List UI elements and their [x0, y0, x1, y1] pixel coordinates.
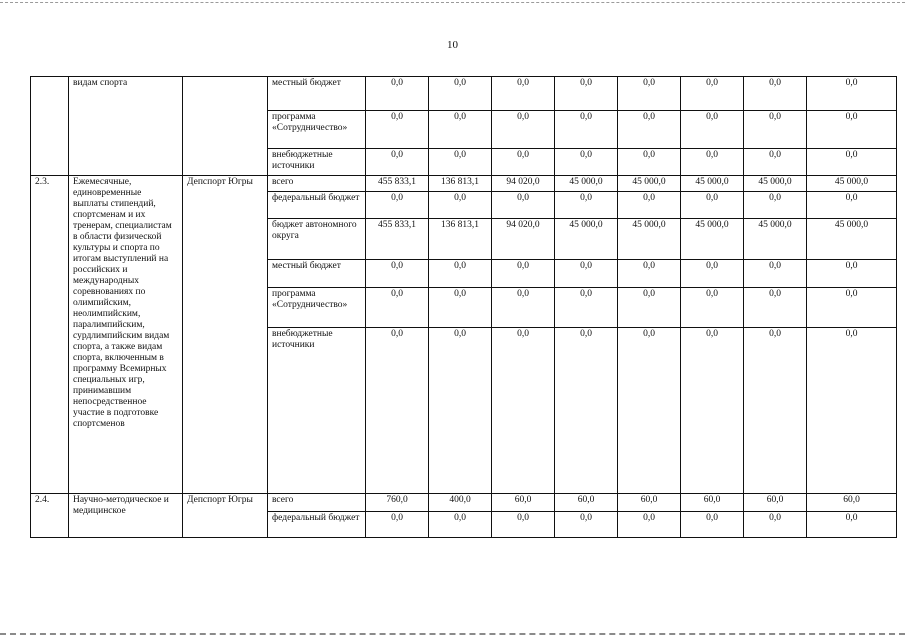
value-cell: 0,0 — [618, 111, 681, 149]
executor-cell: Депспорт Югры — [183, 176, 268, 494]
value-cell: 0,0 — [681, 149, 744, 176]
value-cell: 0,0 — [429, 288, 492, 328]
value-cell: 455 833,1 — [366, 176, 429, 192]
value-cell: 45 000,0 — [807, 176, 897, 192]
funding-source: программа «Сотрудничество» — [268, 288, 366, 328]
value-cell: 0,0 — [744, 149, 807, 176]
value-cell: 0,0 — [744, 260, 807, 288]
value-cell: 0,0 — [807, 512, 897, 538]
funding-source: внебюджетные источники — [268, 328, 366, 494]
scan-bottom-edge — [0, 633, 905, 635]
measure-title: видам спорта — [69, 77, 183, 176]
value-cell: 0,0 — [555, 149, 618, 176]
value-cell: 0,0 — [681, 111, 744, 149]
index-cell — [31, 77, 69, 176]
value-cell: 400,0 — [429, 494, 492, 512]
value-cell: 0,0 — [744, 111, 807, 149]
value-cell: 45 000,0 — [681, 219, 744, 260]
value-cell: 0,0 — [429, 111, 492, 149]
value-cell: 60,0 — [492, 494, 555, 512]
value-cell: 0,0 — [744, 288, 807, 328]
funding-source: федеральный бюджет — [268, 192, 366, 219]
row-index: 2.3. — [31, 176, 69, 494]
value-cell: 0,0 — [618, 328, 681, 494]
value-cell: 0,0 — [492, 149, 555, 176]
value-cell: 0,0 — [681, 77, 744, 111]
value-cell: 0,0 — [492, 328, 555, 494]
value-cell: 0,0 — [429, 260, 492, 288]
funding-source: программа «Сотрудничество» — [268, 111, 366, 149]
funding-source: всего — [268, 176, 366, 192]
value-cell: 0,0 — [492, 111, 555, 149]
value-cell: 60,0 — [681, 494, 744, 512]
value-cell: 0,0 — [618, 149, 681, 176]
value-cell: 0,0 — [366, 192, 429, 219]
value-cell: 0,0 — [744, 328, 807, 494]
value-cell: 0,0 — [492, 77, 555, 111]
value-cell: 0,0 — [618, 77, 681, 111]
value-cell: 0,0 — [555, 111, 618, 149]
value-cell: 45 000,0 — [618, 176, 681, 192]
value-cell: 0,0 — [366, 260, 429, 288]
value-cell: 0,0 — [492, 260, 555, 288]
value-cell: 0,0 — [807, 77, 897, 111]
value-cell: 94 020,0 — [492, 219, 555, 260]
table-row — [31, 494, 897, 512]
scan-top-edge — [0, 2, 905, 3]
measure-title: Научно-методическое и медицинское — [69, 494, 183, 538]
value-cell: 0,0 — [366, 149, 429, 176]
funding-source: местный бюджет — [268, 260, 366, 288]
value-cell: 0,0 — [807, 260, 897, 288]
value-cell: 0,0 — [807, 149, 897, 176]
value-cell: 60,0 — [618, 494, 681, 512]
value-cell: 0,0 — [492, 288, 555, 328]
measure-title: Ежемесячные, единовременные выплаты стипендий, спортсменам и их тренерам, специалистам в области физической культуры и спорта по итогам выступлений на российских и международных соревнованиях по олимпийским, неолимпийским, паралимпийским, сурдлимпийским видам спорта, а также видам спорта, включенным в программу Всемирных специальных игр, принимавшим непосредственное участие в подготовке спортсменов — [69, 176, 183, 494]
value-cell: 0,0 — [366, 328, 429, 494]
executor-cell: Депспорт Югры — [183, 494, 268, 538]
value-cell: 0,0 — [492, 512, 555, 538]
table-row — [31, 77, 897, 111]
funding-source: всего — [268, 494, 366, 512]
value-cell: 0,0 — [366, 512, 429, 538]
value-cell: 0,0 — [681, 192, 744, 219]
funding-source: федеральный бюджет — [268, 512, 366, 538]
value-cell: 0,0 — [807, 288, 897, 328]
value-cell: 45 000,0 — [555, 176, 618, 192]
value-cell: 0,0 — [618, 260, 681, 288]
page-number: 10 — [447, 39, 458, 51]
value-cell: 0,0 — [555, 260, 618, 288]
value-cell: 0,0 — [555, 512, 618, 538]
funding-source: внебюджетные источники — [268, 149, 366, 176]
value-cell: 0,0 — [366, 288, 429, 328]
funding-source: бюджет автономного округа — [268, 219, 366, 260]
value-cell: 0,0 — [618, 288, 681, 328]
value-cell: 0,0 — [429, 328, 492, 494]
value-cell: 45 000,0 — [744, 219, 807, 260]
value-cell: 0,0 — [555, 192, 618, 219]
value-cell: 0,0 — [429, 192, 492, 219]
value-cell: 0,0 — [555, 77, 618, 111]
value-cell: 0,0 — [555, 288, 618, 328]
value-cell: 0,0 — [429, 77, 492, 111]
value-cell: 760,0 — [366, 494, 429, 512]
value-cell: 0,0 — [366, 111, 429, 149]
value-cell: 60,0 — [807, 494, 897, 512]
budget-table — [30, 76, 897, 538]
value-cell: 45 000,0 — [681, 176, 744, 192]
value-cell: 0,0 — [807, 111, 897, 149]
row-index: 2.4. — [31, 494, 69, 538]
value-cell: 0,0 — [681, 260, 744, 288]
value-cell: 455 833,1 — [366, 219, 429, 260]
value-cell: 0,0 — [555, 328, 618, 494]
value-cell: 0,0 — [807, 328, 897, 494]
value-cell: 0,0 — [618, 512, 681, 538]
value-cell: 0,0 — [744, 512, 807, 538]
executor-cell — [183, 77, 268, 176]
funding-source: местный бюджет — [268, 77, 366, 111]
value-cell: 45 000,0 — [744, 176, 807, 192]
value-cell: 45 000,0 — [618, 219, 681, 260]
value-cell: 0,0 — [807, 192, 897, 219]
value-cell: 0,0 — [492, 192, 555, 219]
value-cell: 94 020,0 — [492, 176, 555, 192]
value-cell: 0,0 — [744, 77, 807, 111]
value-cell: 45 000,0 — [807, 219, 897, 260]
value-cell: 136 813,1 — [429, 219, 492, 260]
value-cell: 0,0 — [681, 288, 744, 328]
table-row — [31, 176, 897, 192]
value-cell: 0,0 — [618, 192, 681, 219]
value-cell: 60,0 — [555, 494, 618, 512]
value-cell: 136 813,1 — [429, 176, 492, 192]
value-cell: 45 000,0 — [555, 219, 618, 260]
value-cell: 0,0 — [681, 328, 744, 494]
value-cell: 0,0 — [366, 77, 429, 111]
value-cell: 0,0 — [429, 149, 492, 176]
value-cell: 0,0 — [744, 192, 807, 219]
value-cell: 0,0 — [429, 512, 492, 538]
value-cell: 60,0 — [744, 494, 807, 512]
value-cell: 0,0 — [681, 512, 744, 538]
